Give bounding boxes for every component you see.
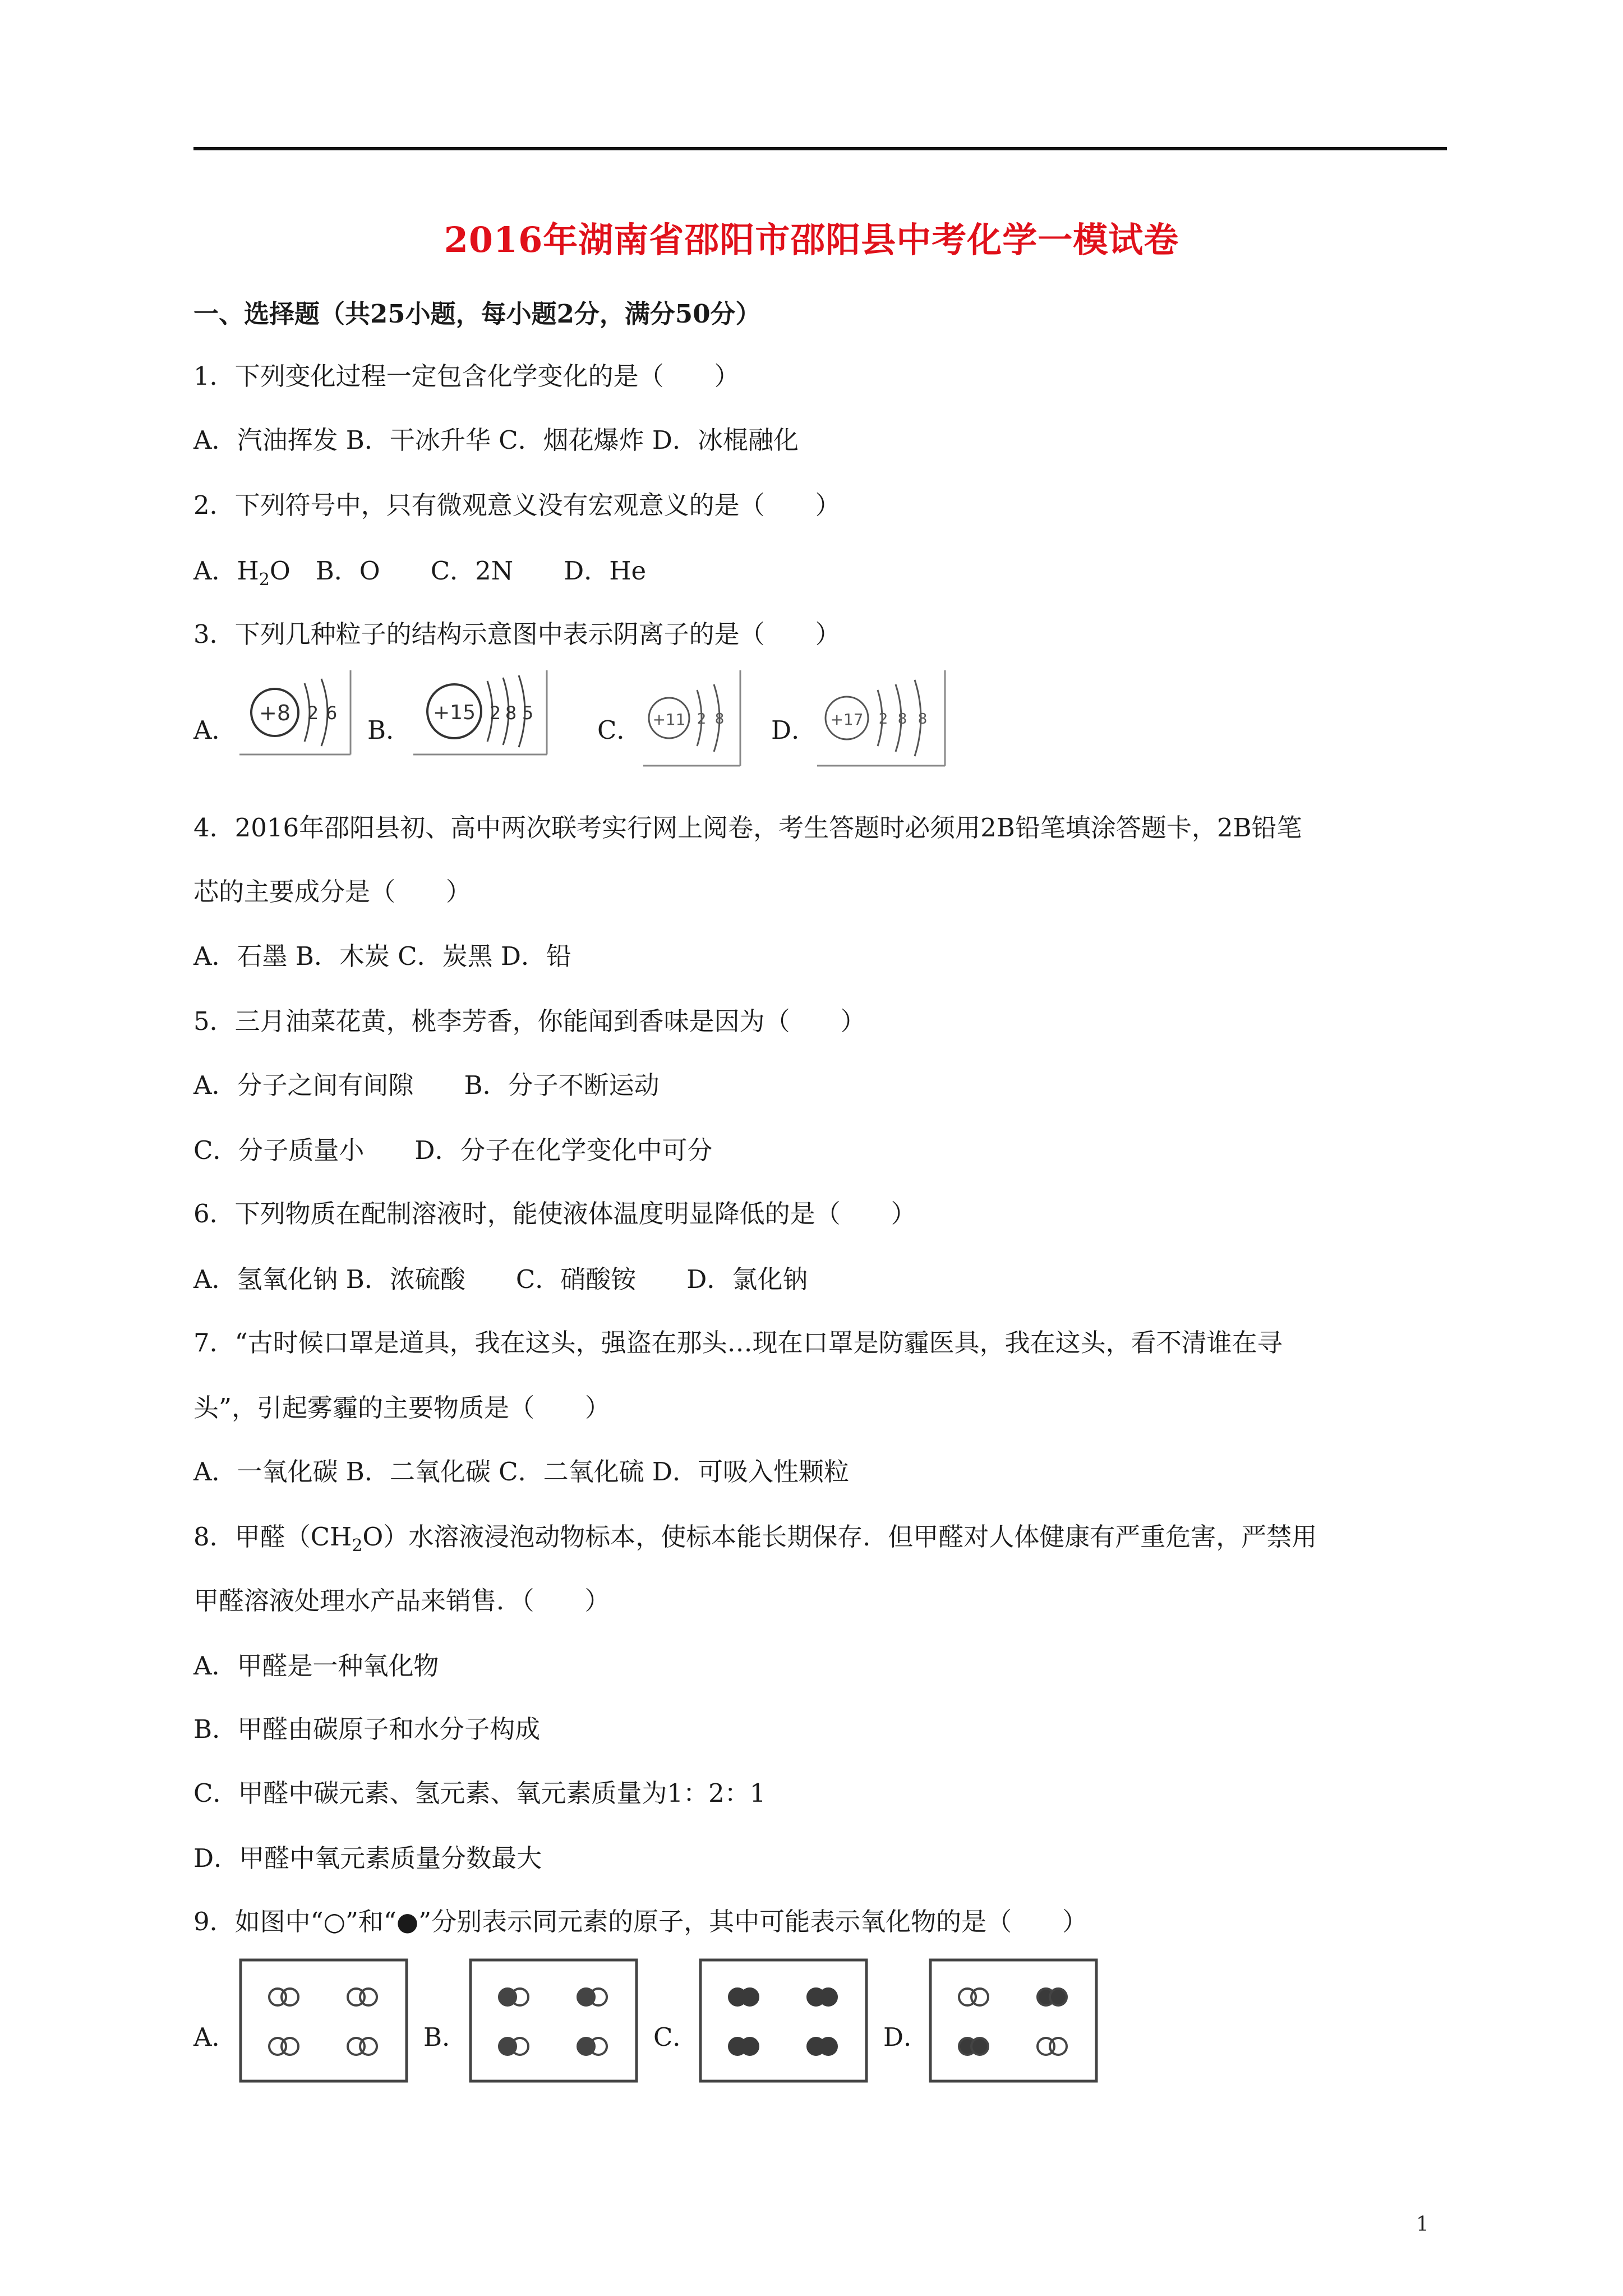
q3-label-a: A． [193,715,237,745]
molecule-box-a [238,1958,409,2084]
q5-stem: 5．三月油菜花黄，桃李芳香，你能闻到香味是因为（ ） [193,1006,866,1036]
atom-c-shell-1: 2 [697,711,707,728]
molecule-box-b [468,1958,639,2084]
atom-c-shell-2: 8 [714,711,725,728]
atom-a-shell-2: 6 [325,702,338,724]
atom-c-nucleus: +11 [652,710,686,729]
q8-option-c: C．甲醛中碳元素、氢元素、氧元素质量为1：2：1 [193,1778,766,1808]
atom-b-shell-3: 5 [522,702,534,724]
q3-label-d: D． [771,715,817,745]
page-number: 1 [1416,2213,1429,2236]
q8-option-a: A．甲醛是一种氧化物 [193,1651,439,1681]
q2-stem: 2．下列符号中，只有微观意义没有宏观意义的是（ ） [193,490,841,520]
atom-a-shell-1: 2 [307,702,319,724]
atom-b-nucleus: +15 [433,701,476,724]
atom-diagram-d [816,668,948,769]
q4-options: A．石墨 B．木炭 C．炭黑 D．铅 [193,941,571,971]
q5-options-line2: C．分子质量小 D．分子在化学变化中可分 [193,1135,713,1165]
header-rule [193,147,1447,150]
section-heading: 一、选择题（共25小题，每小题2分，满分50分） [193,299,761,329]
atom-b-shell-1: 2 [489,702,501,724]
atom-d-shell-3: 8 [917,711,928,728]
q9-label-b: B． [423,2022,468,2052]
q2-opt-a-prefix: A．H [193,556,259,586]
q9-label-d: D． [883,2022,929,2052]
atom-diagram-b [412,668,550,757]
atom-a-nucleus: +8 [259,701,291,725]
q8-stem-line1 [193,1520,1317,1563]
q8-stem-line2: 甲醛溶液处理水产品来销售．（ ） [193,1586,610,1616]
q3-label-b: B． [367,715,412,745]
atom-d-shell-1: 2 [878,711,888,728]
q8-stem-prefix: 8．甲醛（CH [193,1522,352,1552]
atom-diagram-c [642,668,743,769]
q6-options: A．氢氧化钠 B．浓硫酸 C．硝酸铵 D．氯化钠 [193,1264,808,1294]
q9-label-a: A． [193,2022,237,2052]
q7-stem-line2: 头”，引起雾霾的主要物质是（ ） [193,1393,611,1423]
q8-option-d: D．甲醛中氧元素质量分数最大 [193,1843,542,1873]
q4-stem-line2: 芯的主要成分是（ ） [193,877,472,907]
q2-opt-a-subscript: 2 [259,570,270,590]
q1-options: A．汽油挥发 B．干冰升华 C．烟花爆炸 D．冰棍融化 [193,425,799,455]
page-title: 2016年湖南省邵阳市邵阳县中考化学一模试卷 [444,219,1179,260]
q9-stem: 9．如图中“○”和“●”分别表示同元素的原子，其中可能表示氧化物的是（ ） [193,1907,1088,1936]
atom-d-shell-2: 8 [897,711,907,728]
q5-options-line1: A．分子之间有间隙 B．分子不断运动 [193,1070,660,1100]
q8-stem-rest: O）水溶液浸泡动物标本，使标本能长期保存．但甲醛对人体健康有严重危害，严禁用 [362,1522,1317,1552]
q4-stem-line1: 4．2016年邵阳县初、高中两次联考实行网上阅卷，考生答题时必须用2B铅笔填涂答题卡，2B铅笔 [193,813,1302,843]
q3-label-c: C． [597,715,642,745]
atom-b-shell-2: 8 [505,702,517,724]
q8-stem-subscript: 2 [352,1536,363,1556]
molecule-box-d [928,1958,1099,2084]
atom-d-nucleus: +17 [830,710,864,729]
q7-stem-line1: 7．“古时候口罩是道具，我在这头，强盗在那头…现在口罩是防霾医具，我在这头，看不清谁在寻 [193,1328,1283,1358]
q6-stem: 6．下列物质在配制溶液时，能使液体温度明显降低的是（ ） [193,1199,916,1228]
molecule-box-c [698,1958,869,2084]
q3-stem: 3．下列几种粒子的结构示意图中表示阴离子的是（ ） [193,619,841,649]
q9-label-c: C． [653,2022,698,2052]
q2-opt-rest: O B．O C．2N D．He [269,556,647,586]
atom-diagram-a [238,668,353,757]
q7-options: A．一氧化碳 B．二氧化碳 C．二氧化硫 D．可吸入性颗粒 [193,1457,849,1487]
q2-options [193,554,646,597]
q1-stem: 1．下列变化过程一定包含化学变化的是（ ） [193,361,740,391]
q8-option-b: B．甲醛由碳原子和水分子构成 [193,1714,541,1744]
